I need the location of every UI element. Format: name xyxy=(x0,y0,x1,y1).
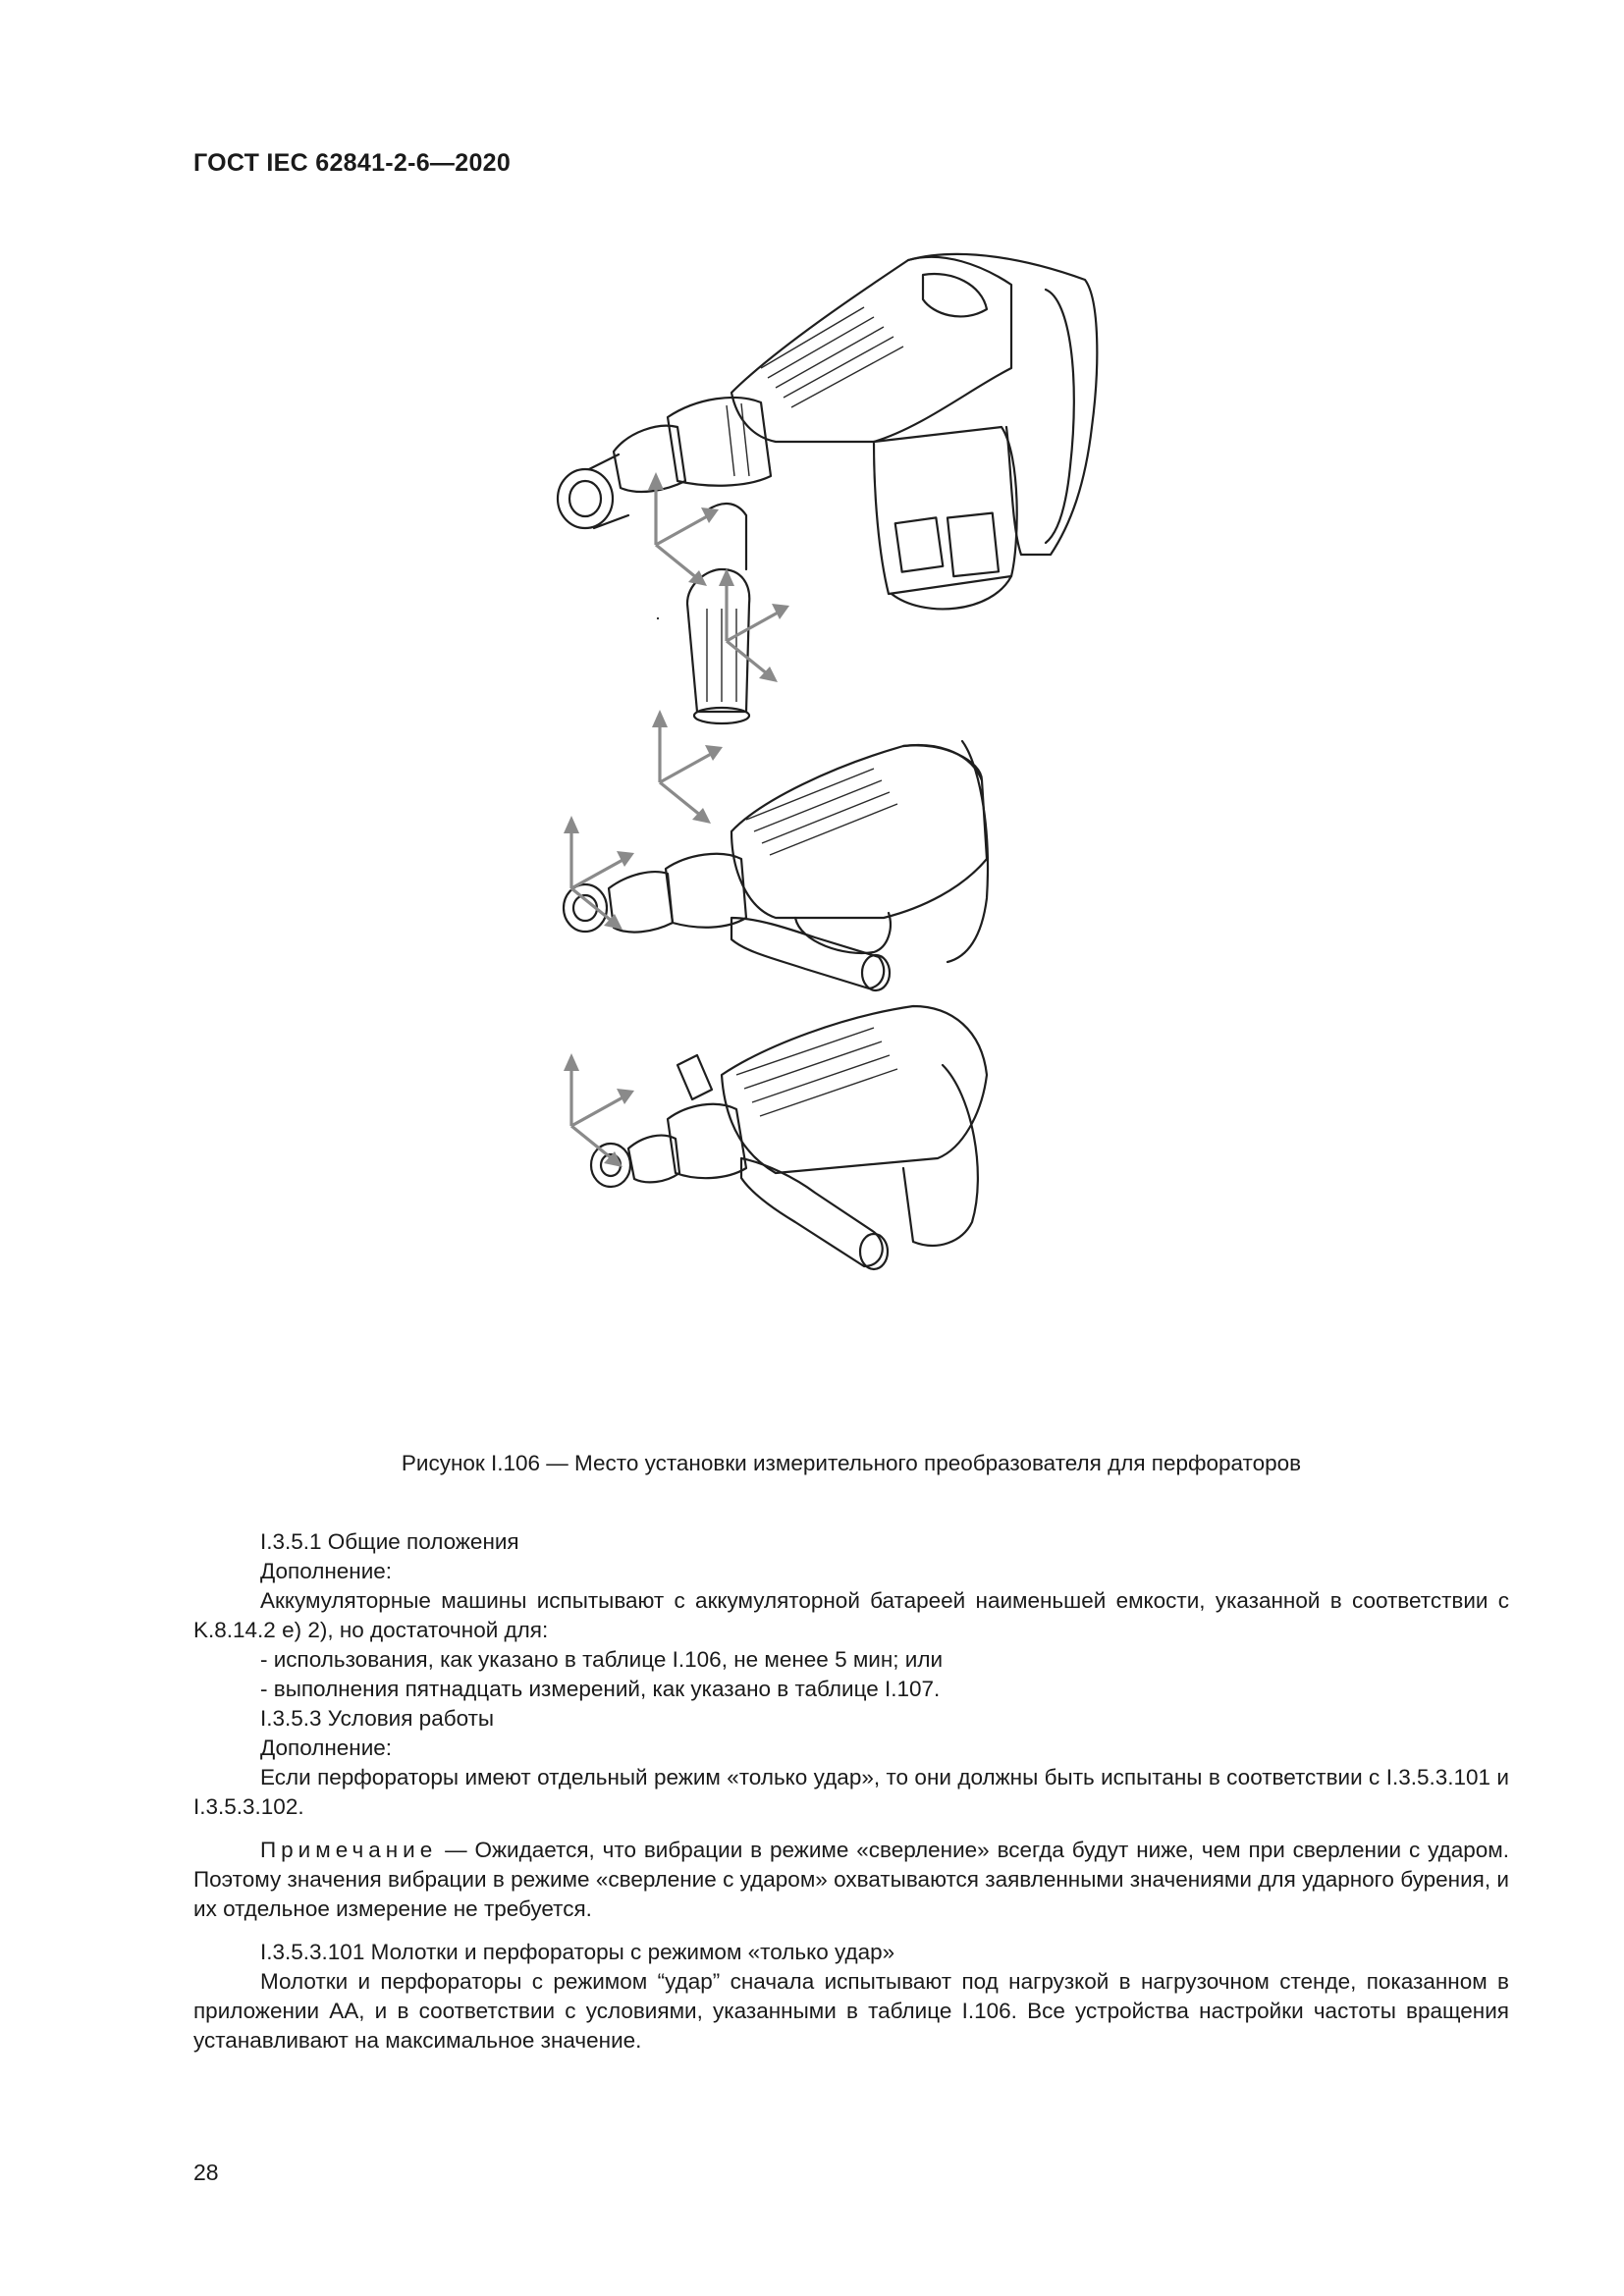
addendum-label: Дополнение: xyxy=(260,1735,393,1760)
list-item: - выполнения пятнадцать измерений, как указано в таблице I.107. xyxy=(260,1677,941,1701)
rotary-hammer-large-drawing xyxy=(558,254,1097,723)
rotary-hammer-small-drawing xyxy=(564,710,987,1269)
section-heading: I.3.5.3.101 Молотки и перфораторы с режимом «только удар» xyxy=(260,1940,895,1964)
page-number: 28 xyxy=(193,2160,219,2185)
section-heading: I.3.5.3 Условия работы xyxy=(260,1706,495,1731)
document-body xyxy=(193,1527,1509,2056)
figure-caption: Рисунок I.106 — Место установки измерительного преобразователя для перфораторов xyxy=(401,1451,1302,1475)
addendum-label: Дополнение: xyxy=(260,1559,393,1583)
paragraph: Молотки и перфораторы с режимом “удар” сначала испытывают под нагрузкой в нагрузочном стенде, показанном в приложении АА, и в соответствии с условиями, указанными в таблице I.106. Все устройства настройки частоты вращения устанавливают на максимальное значение. xyxy=(193,1969,1509,2053)
note-text: — Ожидается, что вибрации в режиме «сверление» всегда будут ниже, чем при сверлении с ударом. Поэтому значения вибрации в режиме «сверление с ударом» охватываются заявленными значениями для ударного бурения, и их отдельное измерение не требуется. xyxy=(193,1838,1509,1921)
rotary-hammer-medium-drawing xyxy=(564,472,988,990)
paragraph: Если перфораторы имеют отдельный режим «только удар», то они должны быть испытаны в соответствии с I.3.5.3.101 и I.3.5.3.102. xyxy=(193,1765,1509,1819)
document-header: ГОСТ IEC 62841-2-6—2020 xyxy=(193,149,512,177)
figure-rotary-hammers xyxy=(550,231,1100,1428)
note-label: Примечание xyxy=(260,1838,438,1862)
paragraph: Аккумуляторные машины испытывают с аккумуляторной батареей наименьшей емкости, указанной в соответствии с K.8.14.2 e) 2), но достаточной для: xyxy=(193,1588,1509,1642)
list-item: - использования, как указано в таблице I.106, не менее 5 мин; или xyxy=(260,1647,944,1672)
note xyxy=(193,1836,1509,1924)
section-heading: I.3.5.1 Общие положения xyxy=(260,1529,519,1554)
